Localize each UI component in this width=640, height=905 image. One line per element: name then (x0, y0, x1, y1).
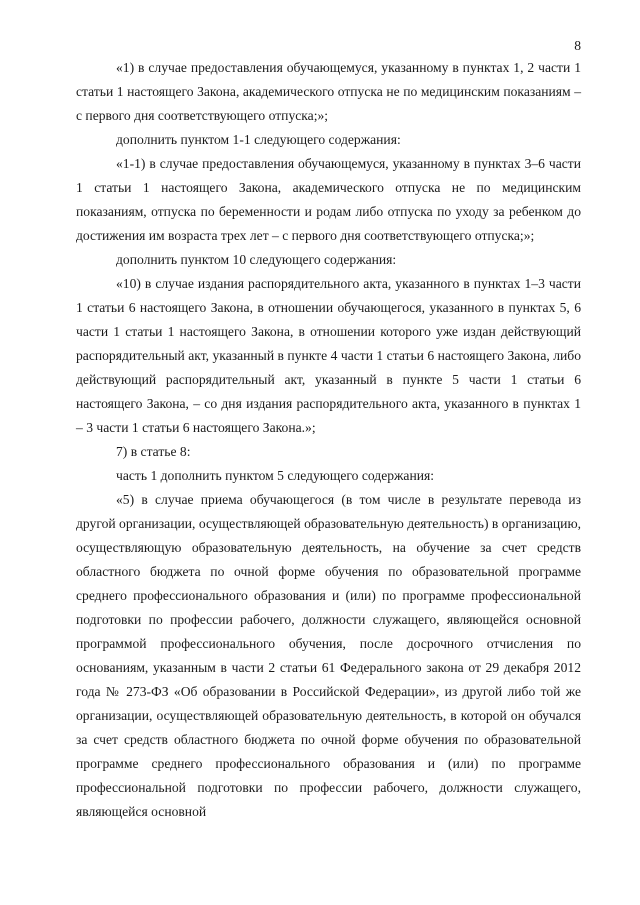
document-body (76, 56, 581, 824)
paragraph-amendment-point-5: «5) в случае приема обучающегося (в том числе в результате перевода из другой организации, осуществляющей образовательную деятельность) в организацию, осуществляющую образовательную деятельность, на обучение за счет средств областного бюджета по очной форме обучения по образовательной программе среднего профессионального образования и (или) по программе профессиональной подготовки по профессии рабочего, должности служащего, являющейся основной программой профессионального обучения, после досрочного отчисления по основаниям, указанным в части 2 статьи 61 Федерального закона от 29 декабря 2012 года № 273-ФЗ «Об образовании в Российской Федерации», из другой либо той же организации, осуществляющей образовательную деятельность, в которой он обучался за счет средств областного бюджета по очной форме обучения по образовательной программе среднего профессионального образования и (или) по программе профессиональной подготовки по профессии рабочего, должности служащего, являющейся основной (76, 492, 581, 819)
paragraph-add-point-1-1: дополнить пунктом 1-1 следующего содержания: (116, 132, 401, 147)
page-number: 8 (574, 38, 581, 53)
paragraph-article-8-heading: 7) в статье 8: (116, 444, 191, 459)
paragraph-amendment-point-1-1: «1-1) в случае предоставления обучающемуся, указанному в пунктах 3–6 части 1 статьи 1 настоящего Закона, академического отпуска не по медицинским показаниям, отпуска по беременности и родам либо отпуска по уходу за ребенком до достижения им возраста трех лет – с первого дня соответствующего отпуска;»; (76, 156, 581, 243)
paragraph-add-point-10: дополнить пунктом 10 следующего содержания: (116, 252, 397, 267)
paragraph-amendment-point-10: «10) в случае издания распорядительного акта, указанного в пунктах 1–3 части 1 статьи 6 настоящего Закона, в отношении обучающегося, указанного в пунктах 5, 6 части 1 статьи 1 настоящего Закона, в отношении которого уже издан действующий распорядительный акт, указанный в пункте 4 части 1 статьи 6 настоящего Закона, либо действующий распорядительный акт, указанный в пункте 5 части 1 статьи 6 настоящего Закона, – со дня издания распорядительного акта, указанного в пунктах 1 – 3 части 1 статьи 6 настоящего Закона.»; (76, 276, 581, 435)
paragraph-add-point-5: часть 1 дополнить пунктом 5 следующего содержания: (116, 468, 435, 483)
paragraph-amendment-point-1: «1) в случае предоставления обучающемуся, указанному в пунктах 1, 2 части 1 статьи 1 настоящего Закона, академического отпуска не по медицинским показаниям – с первого дня соответствующего отпуска;»; (76, 60, 581, 123)
